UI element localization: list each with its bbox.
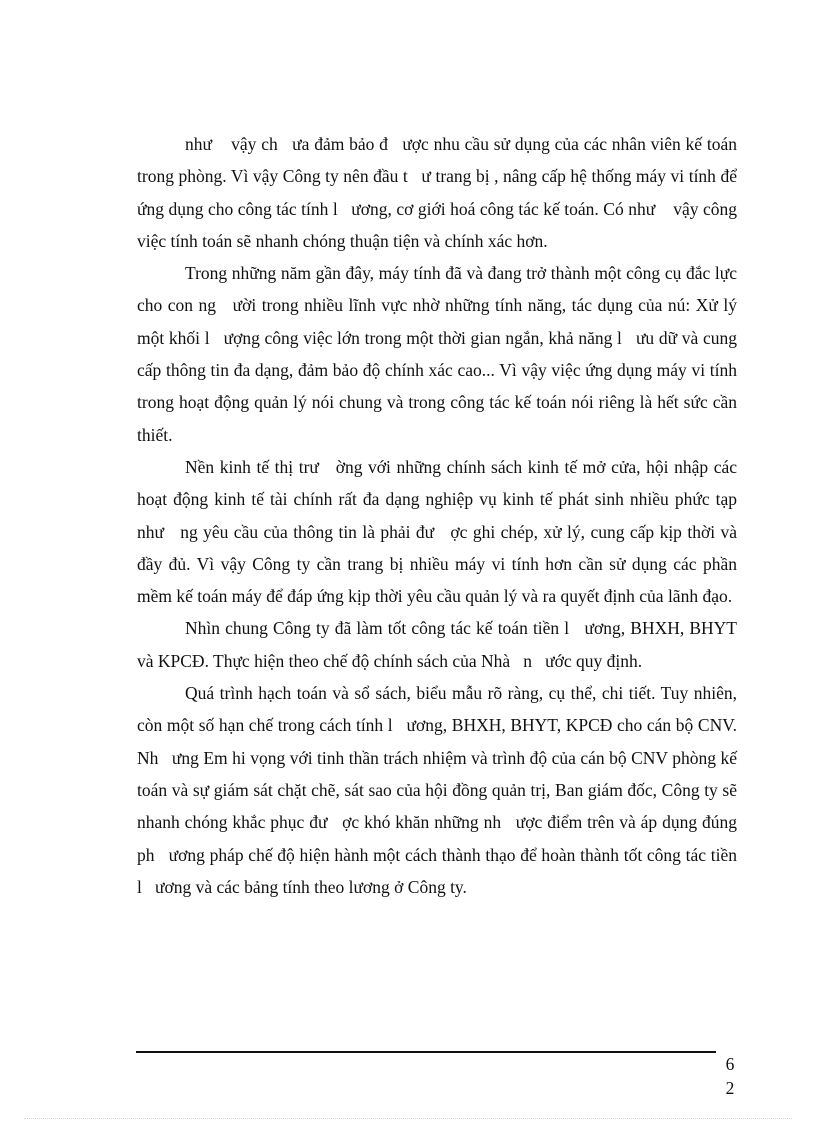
page-number (720, 1052, 740, 1100)
paragraph-1: như vậy ch ưa đảm bảo đ ược nhu cầu sử dụng của các nhân viên kế toán trong phòng. Vì vậy Công ty nên đầu t ư trang bị , nâng cấp hệ thống máy vi tính để ứng dụng cho công tác tính l ương, cơ giới hoá công tác kế toán. Có như vậy công việc tính toán sẽ nhanh chóng thuận tiện và chính xác hơn. (137, 134, 742, 251)
page-bottom-edge (24, 1118, 792, 1119)
page-number-digit-1: 6 (725, 1054, 735, 1074)
paragraph-4: Nhìn chung Công ty đã làm tốt công tác kế toán tiền l ương, BHXH, BHYT và KPCĐ. Thực hiện theo chế độ chính sách của Nhà n ước quy định. (137, 618, 742, 671)
document-body (137, 128, 742, 903)
paragraph-5: Quá trình hạch toán và sổ sách, biểu mẫu rõ ràng, cụ thể, chi tiết. Tuy nhiên, còn một số hạn chế trong cách tính l ương, BHXH, BHYT, KPCĐ cho cán bộ CNV. Nh ưng Em hi vọng với tinh thần trách nhiệm và trình độ của cán bộ CNV phòng kế toán và sự giám sát chặt chẽ, sát sao của hội đồng quản trị, Ban giám đốc, Công ty sẽ nhanh chóng khắc phục đư ợc khó khăn những nh ược điểm trên và áp dụng đúng ph ương pháp chế độ hiện hành một cách thành thạo để hoàn thành tốt công tác tiền l ương và các bảng tính theo lương ở Công ty. (137, 683, 742, 897)
footer-rule (136, 1051, 716, 1053)
paragraph-3: Nền kinh tế thị trư ờng với những chính sách kinh tế mở cửa, hội nhập các hoạt động kinh tế tài chính rất đa dạng nghiệp vụ kinh tế phát sinh nhiều phức tạp như ng yêu cầu của thông tin là phải đư ợc ghi chép, xử lý, cung cấp kịp thời và đầy đủ. Vì vậy Công ty cần trang bị nhiều máy vi tính hơn cần sử dụng các phần mềm kế toán máy để đáp ứng kịp thời yêu cầu quản lý và ra quyết định của lãnh đạo. (137, 456, 742, 607)
page-number-digit-2: 2 (725, 1078, 735, 1098)
paragraph-2: Trong những năm gần đây, máy tính đã và đang trở thành một công cụ đắc lực cho con ng ười trong nhiều lĩnh vực nhờ những tính năng, tác dụng của nú: Xử lý một khối l ượng công việc lớn trong một thời gian ngắn, khả năng l ưu dữ và cung cấp thông tin đa dạng, đảm bảo độ chính xác cao... Vì vậy việc ứng dụng máy vi tính trong hoạt động quản lý nói chung và trong công tác kế toán nói riêng là hết sức cần thiết. (137, 263, 742, 445)
